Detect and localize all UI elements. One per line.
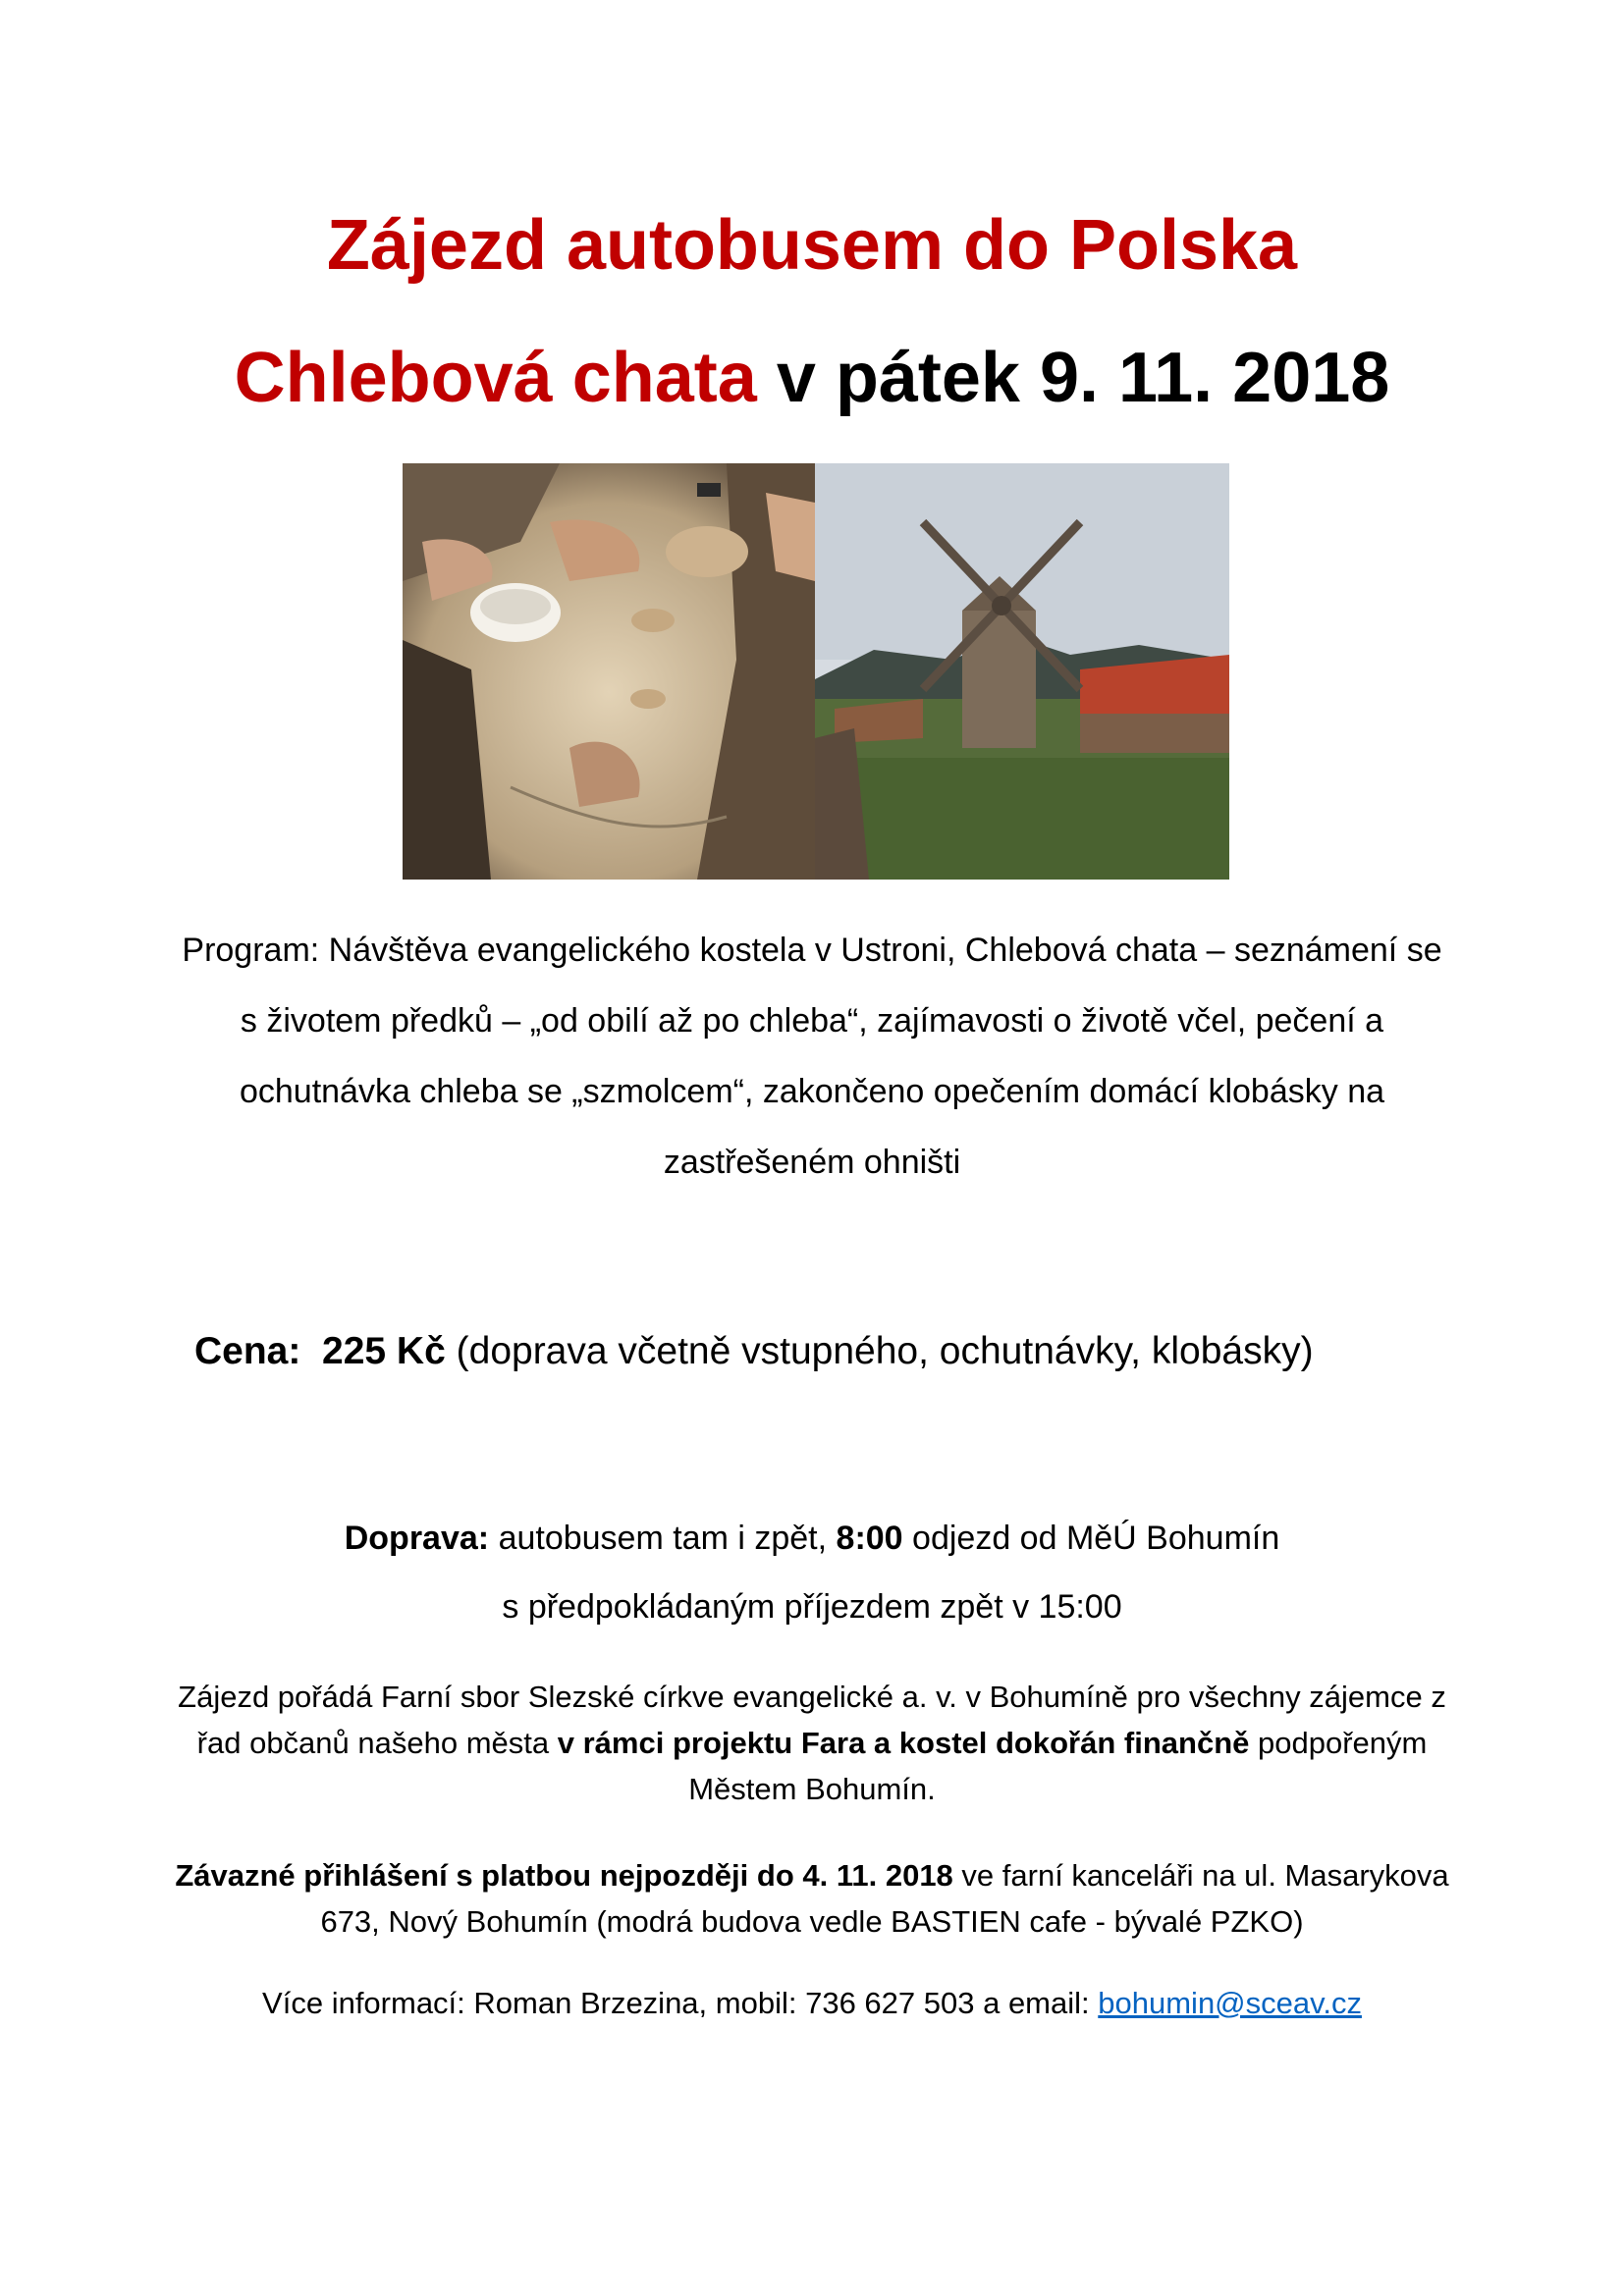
price-line	[194, 1327, 1314, 1376]
title-place: Chlebová chata	[234, 339, 757, 417]
price-note: (doprava včetně vstupného, ochutnávky, klobásky)	[456, 1330, 1314, 1372]
signup-deadline: Závazné přihlášení s platbou nejpozději do 4. 11. 2018	[175, 1858, 953, 1893]
transport-line-2: s předpokládaným příjezdem zpět v 15:00	[502, 1588, 1122, 1626]
title-date: v pátek 9. 11. 2018	[776, 339, 1390, 417]
email-link[interactable]: bohumin@sceav.cz	[1098, 1986, 1362, 2020]
contact-text: Více informací: Roman Brzezina, mobil: 736 627 503 a email:	[262, 1986, 1090, 2020]
organizer-text-1: Zájezd pořádá Farní sbor Slezské církve evangelické a. v. v Bohumíně pro všechny zájemce z řad občanů našeho města	[178, 1680, 1446, 1760]
transport-text-1: autobusem tam i zpět,	[498, 1520, 828, 1557]
title-line-1: Zájezd autobusem do Polska	[326, 206, 1298, 285]
program-paragraph: Program: Návštěva evangelického kostela v Ustroni, Chlebová chata – seznámení se s životem předků – „od obilí až po chleba“, zajímavosti o životě včel, pečení a ochutnávka chleba se „szmolcem“, zakončeno opečením domácí klobásky na zastřešeném ohništi	[182, 932, 1442, 1181]
transport-label: Doprava:	[344, 1520, 490, 1557]
signup-paragraph	[174, 1852, 1450, 1945]
windmill-photo	[815, 463, 1229, 880]
transport-block	[0, 1504, 1624, 1641]
price-label: Cena:	[194, 1330, 301, 1372]
bread-making-photo	[403, 463, 815, 880]
departure-time: 8:00	[836, 1520, 903, 1557]
photo-strip	[403, 463, 1229, 880]
transport-text-2: odjezd od MěÚ Bohumín	[912, 1520, 1280, 1557]
contact-line	[0, 1980, 1624, 2026]
organizer-text-2: podpořeným Městem Bohumín.	[688, 1726, 1428, 1806]
title-line-2	[0, 334, 1624, 422]
organizer-project: v rámci projektu Fara a kostel dokořán finančně	[557, 1726, 1250, 1760]
transport-line-1	[0, 1504, 1624, 1573]
price-amount: 225 Kč	[322, 1330, 446, 1372]
organizer-paragraph	[174, 1674, 1450, 1812]
signup-location: ve farní kanceláři na ul. Masarykova 673, Nový Bohumín (modrá budova vedle BASTIEN cafe - bývalé PZKO)	[320, 1858, 1449, 1939]
